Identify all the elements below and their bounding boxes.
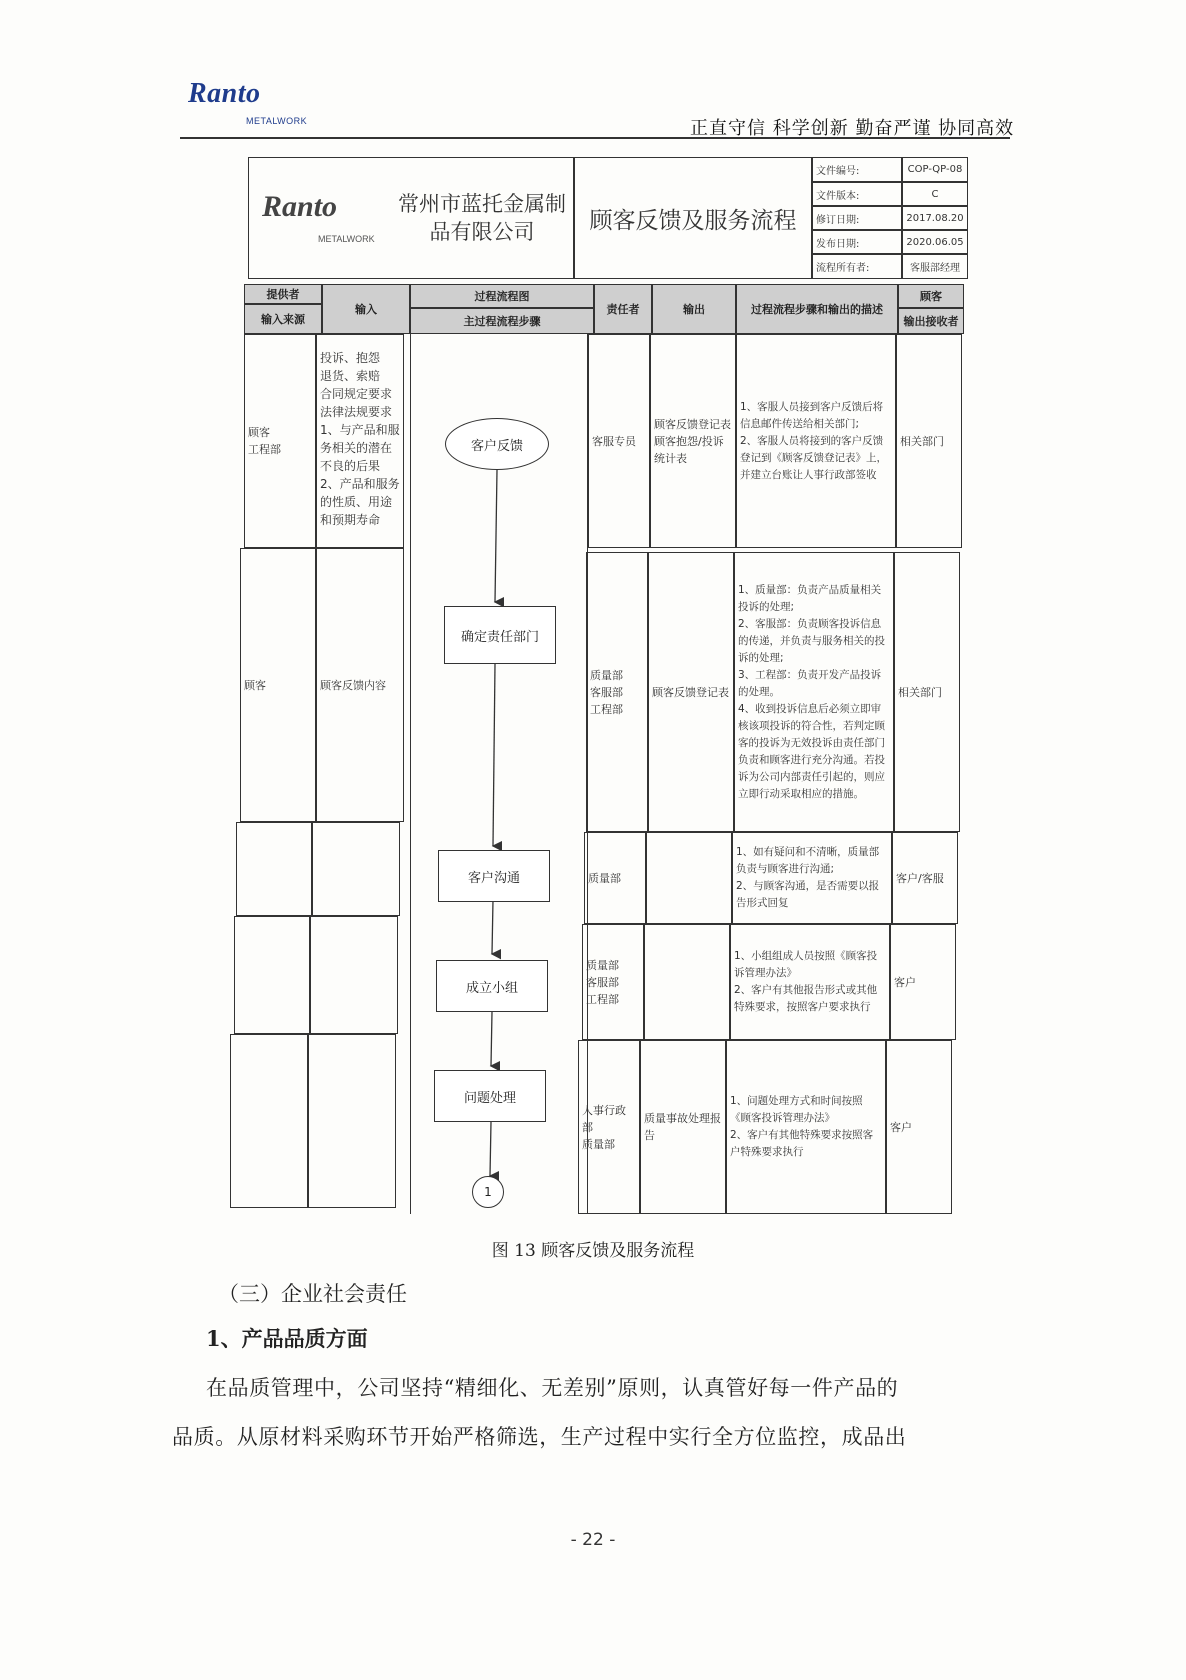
figure-caption: 图 13 顾客反馈及服务流程 [491,1241,695,1261]
paragraph-line: 品质。从原材料采购环节开始严格筛选，生产过程中实行全方位监控，成品出 [172,1425,907,1449]
row-source [234,916,310,1034]
flow-arrow [491,1012,492,1066]
flow-step-communicate: 客户沟通 [438,850,550,902]
row-input [310,916,398,1034]
meta-value: COP-QP-08 [902,157,968,182]
row-input: 投诉、抱怨 退货、索赔 合同规定要求 法律法规要求 1、与产品和服务相关的潜在不良的后果 2、产品和服务的性质、用途和预期寿命 [316,334,404,548]
doc-logo: Ranto [262,190,338,223]
meta-value: C [902,182,968,206]
flow-step-handle-issue: 问题处理 [434,1070,546,1122]
flow-arrow [495,470,497,602]
row-owner: 人事行政部 质量部 [578,1040,640,1214]
col-customer: 顾客 [898,284,964,308]
col-receiver: 输出接收者 [898,308,964,334]
col-supplier: 提供者 [244,284,322,304]
flow-step-form-team: 成立小组 [436,960,548,1012]
flow-connector: 1 [472,1176,504,1208]
doc-title: 顾客反馈及服务流程 [574,157,812,279]
row-owner: 质量部 客服部 工程部 [582,924,644,1040]
row-desc: 1、问题处理方式和时间按照《顾客投诉管理办法》 2、客户有其他特殊要求按照客户特殊要求执行 [726,1040,886,1214]
row-source [236,822,312,916]
header-logo: Ranto [188,78,261,109]
row-desc: 1、客服人员接到客户反馈后将信息邮件传送给相关部门; 2、客服人员将接到的客户反馈登记到《顾客反馈登记表》上，并建立台账让人事行政部签收 [736,334,896,548]
section-title: （三）企业社会责任 [218,1282,407,1306]
meta-value: 客服部经理 [902,254,968,279]
doc-logo-sub: METALWORK [318,234,375,244]
col-output: 输出 [652,284,736,334]
row-output [646,832,732,924]
subsection-title: 1、产品品质方面 [206,1326,368,1351]
row-source: 顾客 [240,548,316,822]
meta-label: 修订日期: [812,206,902,230]
meta-label: 文件编号: [812,157,902,182]
page-number: - 22 - [570,1530,616,1550]
meta-label: 文件版本: [812,182,902,206]
row-source: 顾客 工程部 [244,334,316,548]
row-desc: 1、如有疑问和不清晰，质量部负责与顾客进行沟通; 2、与顾客沟通，是否需要以报告形式回复 [732,832,892,924]
row-input: 顾客反馈内容 [316,548,404,822]
row-receiver: 客户 [890,924,956,1040]
row-receiver: 相关部门 [894,552,960,832]
flow-arrow [490,1122,491,1176]
header-motto: 正直守信 科学创新 勤奋严谨 协同高效 [690,118,1015,139]
meta-label: 流程所有者: [812,254,902,279]
col-description: 过程流程步骤和输出的描述 [736,284,898,334]
row-owner: 质量部 [584,832,646,924]
row-output: 质量事故处理报告 [640,1040,726,1214]
row-owner: 客服专员 [588,334,650,548]
header-logo-sub: METALWORK [246,116,308,126]
col-main-steps: 主过程流程步骤 [410,308,594,334]
col-input: 输入 [322,284,410,334]
row-receiver: 客户 [886,1040,952,1214]
flow-start-ellipse: 客户反馈 [445,418,549,470]
meta-label: 发布日期: [812,230,902,254]
paragraph-line: 在品质管理中，公司坚持“精细化、无差别”原则，认真管好每一件产品的 [206,1376,899,1400]
col-process: 过程流程图 [410,284,594,308]
row-desc: 1、质量部：负责产品质量相关投诉的处理; 2、客服部：负责顾客投诉信息的传递，并负责与服务相关的投诉的处理; 3、工程部：负责开发产品投诉的处理。 4、收到投诉信息后必须立即审核该项投诉的符合性，若判定顾客的投诉为无效投诉由责任部门负责和顾客进行充分沟通。若投诉为公司内部责任引起的，则应立即行动采取相应的措施。 [734,552,894,832]
col-source: 输入来源 [244,304,322,334]
row-source [230,1034,308,1208]
doc-company: 常州市蓝托金属制品有限公司 [398,192,566,244]
row-output: 顾客反馈登记表 [648,552,734,832]
row-input [308,1034,396,1208]
row-receiver: 相关部门 [896,334,962,548]
row-output [644,924,730,1040]
meta-value: 2020.06.05 [902,230,968,254]
row-output: 顾客反馈登记表 顾客抱怨/投诉统计表 [650,334,736,548]
row-input [312,822,400,916]
col-owner: 责任者 [594,284,652,334]
row-receiver: 客户/客服 [892,832,958,924]
flow-step-determine-dept: 确定责任部门 [444,606,556,664]
row-desc: 1、小组组成人员按照《顾客投诉管理办法》 2、客户有其他报告形式或其他特殊要求，按照客户要求执行 [730,924,890,1040]
row-owner: 质量部 客服部 工程部 [586,552,648,832]
meta-value: 2017.08.20 [902,206,968,230]
header-rule [180,137,1010,139]
flow-arrow [493,664,495,846]
flow-arrow [492,900,493,954]
